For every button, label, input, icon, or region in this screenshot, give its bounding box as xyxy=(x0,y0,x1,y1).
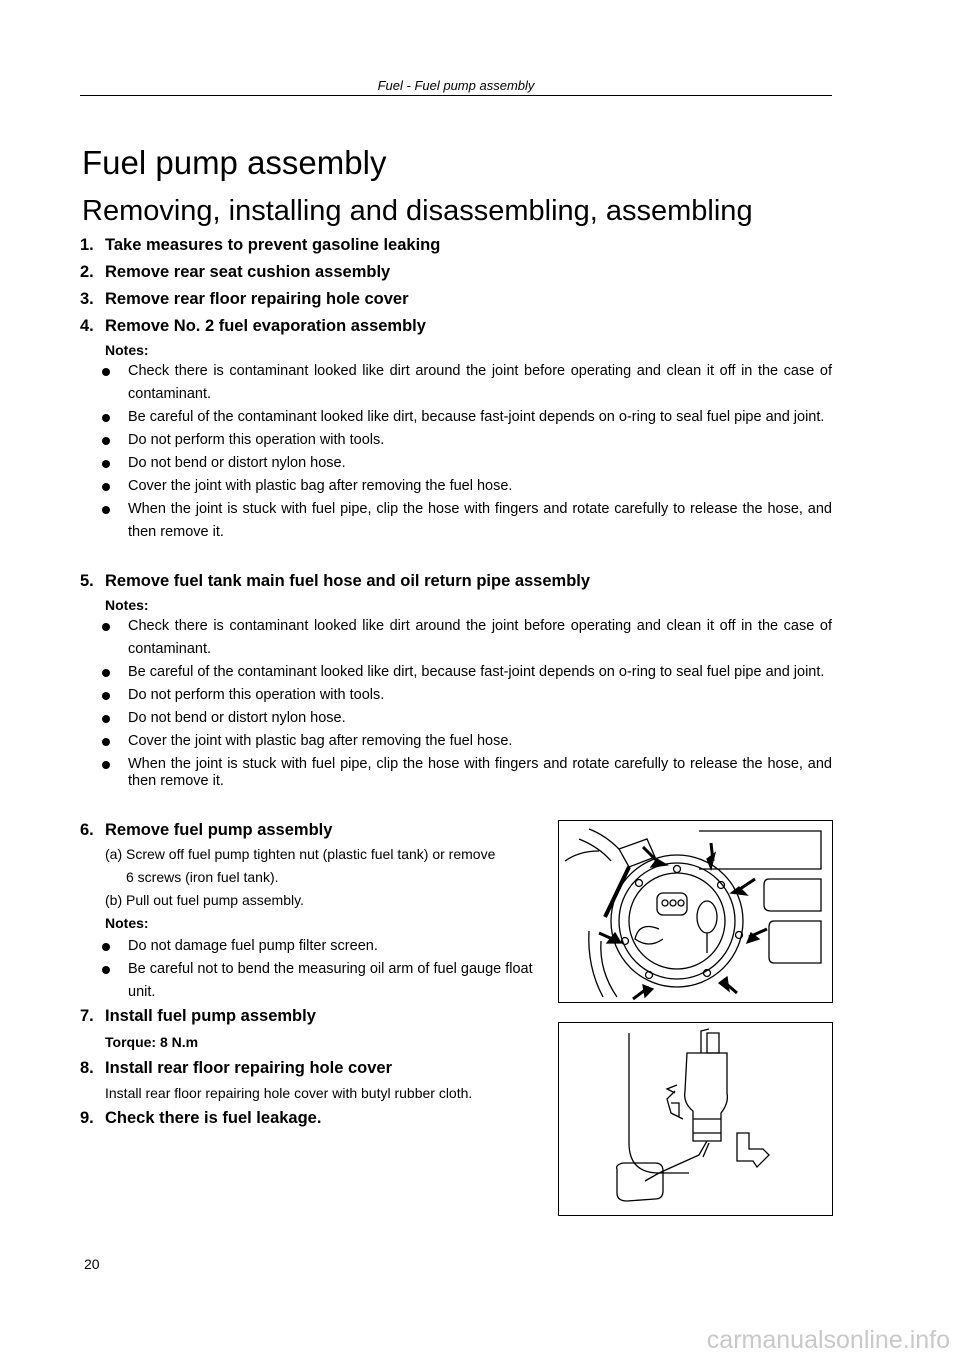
step-number: 9. xyxy=(80,1109,94,1127)
step-4 xyxy=(80,315,832,337)
watermark: carmanualsonline.info xyxy=(706,1326,950,1354)
section-subtitle: Removing, installing and disassembling, assembling xyxy=(82,195,753,227)
note-text: Cover the joint with plastic bag after removing the fuel hose. xyxy=(128,733,513,749)
step-number: 1. xyxy=(80,236,94,254)
bullet-icon xyxy=(102,943,110,951)
note-text: When the joint is stuck with fuel pipe, clip the hose with fingers and rotate carefully to release the hose, and then remove it. xyxy=(128,756,832,789)
note-item xyxy=(80,730,832,753)
bullet-icon xyxy=(102,414,110,422)
step-title: Remove fuel tank main fuel hose and oil return pipe assembly xyxy=(105,572,591,590)
bullet-icon xyxy=(102,506,110,514)
bullet-icon xyxy=(102,738,110,746)
notes-label: Notes: xyxy=(105,915,149,931)
running-header: Fuel - Fuel pump assembly xyxy=(377,78,535,93)
note-item xyxy=(80,498,832,544)
note-item xyxy=(80,475,832,498)
note-item xyxy=(80,753,832,790)
note-text: Do not perform this operation with tools. xyxy=(128,687,385,703)
step-title: Remove No. 2 fuel evaporation assembly xyxy=(105,317,426,335)
step-number: 4. xyxy=(80,317,94,335)
note-item xyxy=(80,360,832,406)
step-8 xyxy=(80,1057,540,1079)
sub-step-b: (b) Pull out fuel pump assembly. xyxy=(105,892,304,908)
header-rule xyxy=(80,95,832,96)
note-text: Be careful of the contaminant looked like dirt, because fast-joint depends on o-ring to seal fuel pipe and joint. xyxy=(128,664,825,680)
note-item xyxy=(80,935,540,958)
step-3 xyxy=(80,288,832,310)
steps-1-3 xyxy=(80,234,832,310)
step-5 xyxy=(80,570,832,592)
step-title: Remove rear seat cushion assembly xyxy=(105,263,391,281)
bullet-icon xyxy=(102,761,110,769)
bullet-icon xyxy=(102,483,110,491)
note-text: Check there is contaminant looked like dirt around the joint before operating and clean it off in the case of contaminant. xyxy=(128,363,832,402)
step-number: 2. xyxy=(80,263,94,281)
bullet-icon xyxy=(102,460,110,468)
note-text: Do not perform this operation with tools. xyxy=(128,432,385,448)
step-detail: Install rear floor repairing hole cover with butyl rubber cloth. xyxy=(105,1085,473,1101)
sub-step-a xyxy=(80,843,540,889)
note-item xyxy=(80,661,832,684)
step-6 xyxy=(80,819,540,841)
note-item xyxy=(80,452,832,475)
note-text: Check there is contaminant looked like dirt around the joint before operating and clean it off in the case of contaminant. xyxy=(128,618,832,657)
step-6-block xyxy=(80,819,540,1004)
bullet-icon xyxy=(102,437,110,445)
notes-label: Notes: xyxy=(105,342,149,358)
figure-fuel-pump-screws xyxy=(558,820,833,1003)
note-text: Be careful not to bend the measuring oil arm of fuel gauge float unit. xyxy=(128,961,533,1000)
step-number: 3. xyxy=(80,290,94,308)
figure-fuel-pump-removal xyxy=(558,1022,833,1216)
bullet-icon xyxy=(102,669,110,677)
step-4-block xyxy=(80,315,832,544)
bullet-icon xyxy=(102,623,110,631)
step-title: Remove rear floor repairing hole cover xyxy=(105,290,409,308)
notes-label: Notes: xyxy=(105,597,149,613)
step-5-block xyxy=(80,570,832,790)
step-7-block xyxy=(80,1005,540,1052)
fuel-pump-screws-illustration-icon xyxy=(559,821,832,1002)
note-item xyxy=(80,707,832,730)
bullet-icon xyxy=(102,692,110,700)
page-number: 20 xyxy=(84,1256,100,1272)
step-8-block xyxy=(80,1057,540,1103)
step-title: Install rear floor repairing hole cover xyxy=(105,1059,393,1077)
sub-step-a-line2: 6 screws (iron fuel tank). xyxy=(126,869,279,885)
fuel-pump-removal-illustration-icon xyxy=(559,1023,832,1215)
note-item xyxy=(80,406,832,429)
note-item xyxy=(80,429,832,452)
step-number: 8. xyxy=(80,1059,94,1077)
bullet-icon xyxy=(102,715,110,723)
note-text: Do not bend or distort nylon hose. xyxy=(128,710,346,726)
step-9-block xyxy=(80,1107,540,1129)
sub-step-a-line1: (a) Screw off fuel pump tighten nut (plastic fuel tank) or remove xyxy=(105,846,496,862)
note-text: Be careful of the contaminant looked like dirt, because fast-joint depends on o-ring to seal fuel pipe and joint. xyxy=(128,409,825,425)
note-item xyxy=(80,958,540,1004)
note-item xyxy=(80,615,832,661)
note-item xyxy=(80,684,832,707)
step-title: Remove fuel pump assembly xyxy=(105,821,333,839)
torque-spec: Torque: 8 N.m xyxy=(105,1034,199,1050)
step-number: 5. xyxy=(80,572,94,590)
step-2 xyxy=(80,261,832,283)
step-number: 7. xyxy=(80,1007,94,1025)
step-number: 6. xyxy=(80,821,94,839)
page-title: Fuel pump assembly xyxy=(82,144,387,181)
step-7 xyxy=(80,1005,540,1027)
note-text: Cover the joint with plastic bag after removing the fuel hose. xyxy=(128,478,513,494)
step-9 xyxy=(80,1107,540,1129)
step-1 xyxy=(80,234,832,256)
step-title: Install fuel pump assembly xyxy=(105,1007,316,1025)
step-title: Check there is fuel leakage. xyxy=(105,1109,322,1127)
step-title: Take measures to prevent gasoline leaking xyxy=(105,236,441,254)
note-text: Do not bend or distort nylon hose. xyxy=(128,455,346,471)
note-text: Do not damage fuel pump filter screen. xyxy=(128,938,378,954)
bullet-icon xyxy=(102,966,110,974)
bullet-icon xyxy=(102,368,110,376)
note-text: When the joint is stuck with fuel pipe, clip the hose with fingers and rotate carefully to release the hose, and then remove it. xyxy=(128,501,832,540)
